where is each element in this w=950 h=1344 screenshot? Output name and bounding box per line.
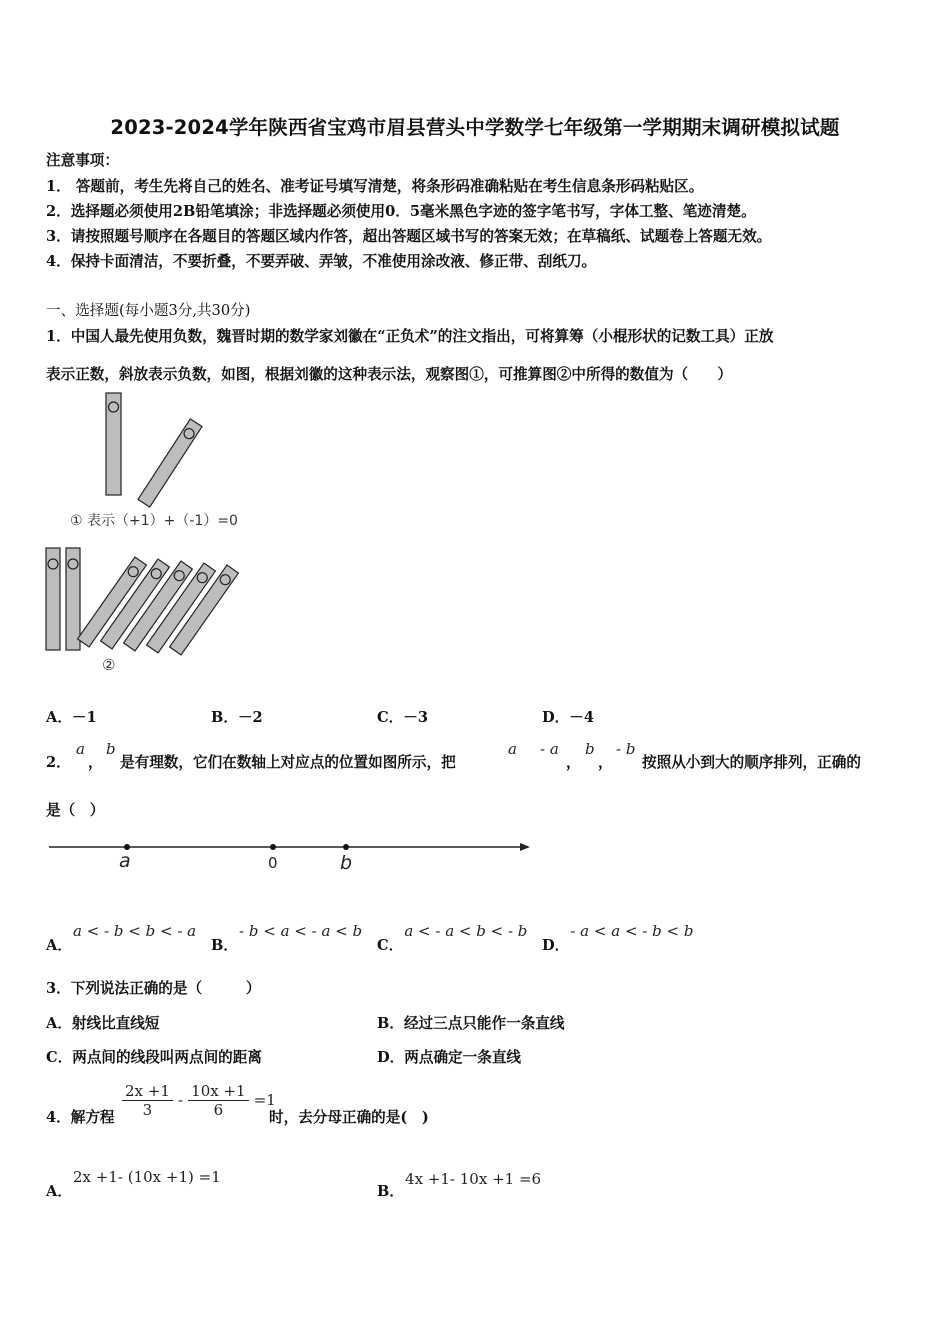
q4-suffix: 时，去分母正确的是( ) xyxy=(269,1109,429,1126)
q2-stem-text-2: 按照从小到大的顺序排列，正确的 xyxy=(642,754,861,771)
equals-one: =1 xyxy=(253,1091,276,1109)
fraction-numerator: 2x +1 xyxy=(122,1082,173,1101)
label-b: b xyxy=(340,852,353,874)
minus-sign: - xyxy=(177,1091,184,1109)
q2-var-b: b xyxy=(106,740,116,758)
number-line xyxy=(44,832,544,882)
notice-item-1: 1． 答题前，考生先将自己的姓名、准考证号填写清楚，将条形码准确粘贴在考生信息条形码粘贴区。 xyxy=(46,178,704,195)
q4-option-a[interactable]: A． 2x +1- (10x +1) =1 xyxy=(46,1168,221,1200)
notice-heading: 注意事项： xyxy=(46,152,119,169)
q2-stem-text: 是有理数，它们在数轴上对应点的位置如图所示，把 xyxy=(120,754,456,771)
fraction-denominator: 6 xyxy=(213,1101,224,1119)
q1-figure-1-caption: ① 表示（+1）+（-1）=0 xyxy=(70,513,238,529)
q1-stem-line2: 表示正数，斜放表示负数，如图，根据刘徽的这种表示法，观察图①，可推算图②中所得的数值为（ ） xyxy=(46,366,732,383)
q2-list-item: a xyxy=(508,740,517,758)
q2-comma: ， xyxy=(598,754,613,771)
q2-option-c[interactable]: C． a < - a < b < - b xyxy=(377,922,528,954)
point-zero xyxy=(270,844,276,850)
q3-option-d[interactable]: D．两点确定一条直线 xyxy=(377,1049,522,1066)
section-heading: 一、选择题(每小题3分,共30分) xyxy=(46,302,251,319)
q3-option-b[interactable]: B．经过三点只能作一条直线 xyxy=(377,1015,565,1032)
q2-var-a: a xyxy=(76,740,85,758)
point-b xyxy=(343,844,349,850)
q1-option-a[interactable]: A．－1 xyxy=(46,709,97,726)
q3-option-a[interactable]: A．射线比直线短 xyxy=(46,1015,160,1032)
fraction-denominator: 3 xyxy=(142,1101,153,1119)
q1-figure-2-caption: ② xyxy=(102,656,116,674)
q4-equation xyxy=(122,1082,276,1119)
q1-figure-2 xyxy=(40,540,280,680)
q2-number: 2． xyxy=(46,754,71,771)
q1-option-d[interactable]: D．－4 xyxy=(542,709,594,726)
fraction-numerator: 10x +1 xyxy=(188,1082,248,1101)
q1-option-b[interactable]: B．－2 xyxy=(211,709,263,726)
q2-comma: ， xyxy=(566,754,581,771)
q2-stem-line2: 是（ ） xyxy=(46,802,105,819)
q1-figure-1 xyxy=(40,388,280,538)
page-title: 2023-2024学年陕西省宝鸡市眉县营头中学数学七年级第一学期期末调研模拟试题 xyxy=(110,116,840,139)
q2-option-d[interactable]: D． - a < a < - b < b xyxy=(542,922,694,954)
q3-stem: 3．下列说法正确的是（ ） xyxy=(46,980,261,997)
q4-prefix: 4．解方程 xyxy=(46,1109,115,1126)
notice-item-2: 2．选择题必须使用2B铅笔填涂；非选择题必须使用0．5毫米黑色字迹的签字笔书写，字体工整、笔迹清楚。 xyxy=(46,203,756,220)
notice-item-3: 3．请按照题号顺序在各题目的答题区域内作答，超出答题区域书写的答案无效；在草稿纸、试题卷上答题无效。 xyxy=(46,228,772,245)
q2-list-item: - a xyxy=(540,740,559,758)
label-a: a xyxy=(119,850,131,872)
q2-option-b[interactable]: B． - b < a < - a < b xyxy=(211,922,363,954)
fraction xyxy=(188,1082,248,1119)
q2-list-item: - b xyxy=(616,740,636,758)
rod-slanted xyxy=(138,419,202,507)
notice-item-4: 4．保持卡面清洁，不要折叠，不要弄破、弄皱，不准使用涂改液、修正带、刮纸刀。 xyxy=(46,253,597,270)
q2-list-item: b xyxy=(585,740,595,758)
q1-stem-line1: 1．中国人最先使用负数，魏晋时期的数学家刘徽在“正负术”的注文指出，可将算筹（小棍形状的记数工具）正放 xyxy=(46,328,774,345)
arrow-icon xyxy=(520,843,530,851)
fraction xyxy=(122,1082,173,1119)
q2-option-a[interactable]: A． a < - b < b < - a xyxy=(46,922,197,954)
q3-option-c[interactable]: C．两点间的线段叫两点间的距离 xyxy=(46,1049,262,1066)
label-zero: 0 xyxy=(268,854,278,872)
q4-option-b[interactable]: B． 4x +1- 10x +1 =6 xyxy=(377,1170,542,1200)
q1-option-c[interactable]: C．－3 xyxy=(377,709,428,726)
q2-comma: ， xyxy=(88,754,103,771)
